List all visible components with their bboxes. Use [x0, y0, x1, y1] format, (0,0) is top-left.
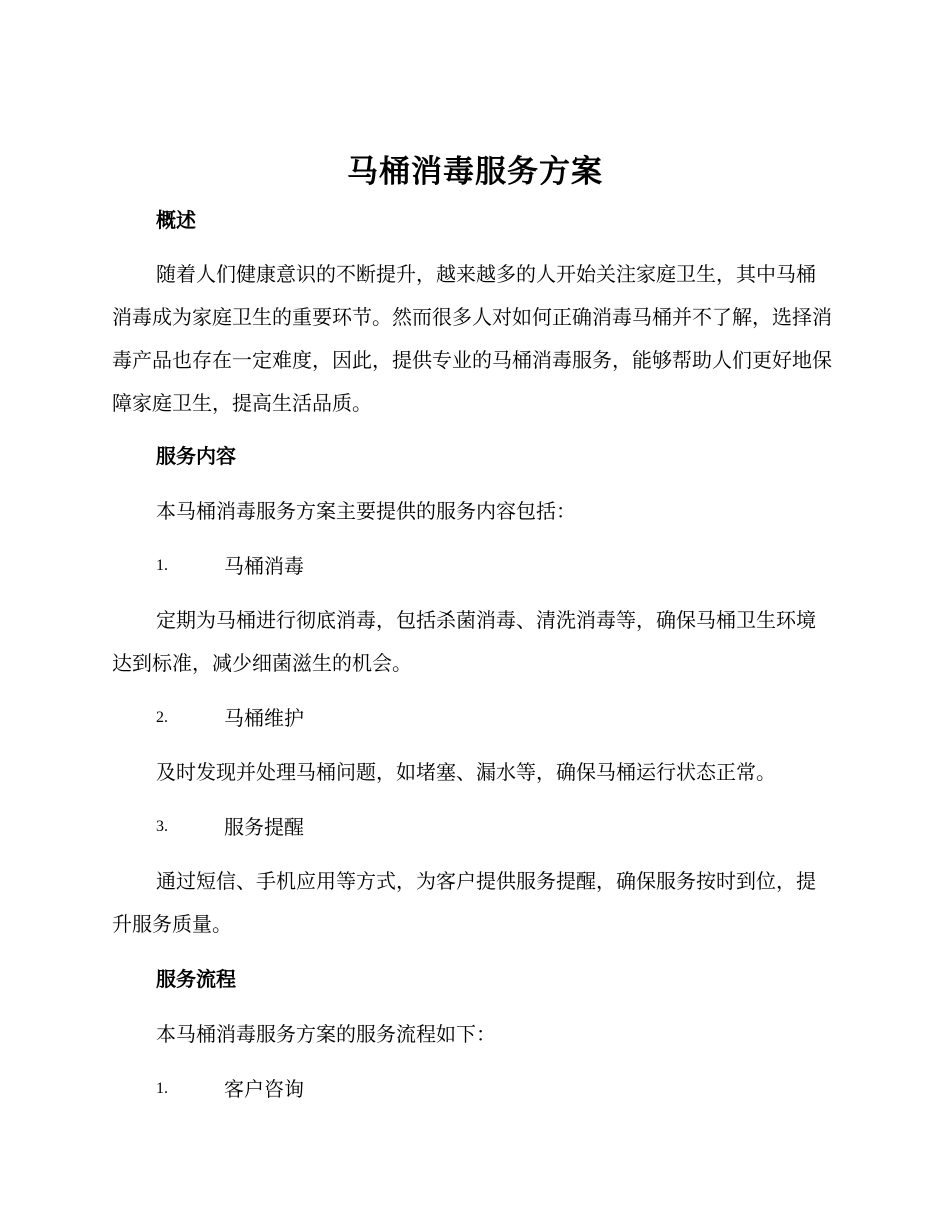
item-description-toilet-maintenance: 及时发现并处理马桶问题，如堵塞、漏水等，确保马桶运行状态正常。 [156, 760, 776, 784]
section-heading-overview: 概述 [156, 208, 196, 232]
list-item-number: 2. [156, 709, 168, 726]
item-description-service-reminder: 通过短信、手机应用等方式，为客户提供服务提醒，确保服务按时到位，提升服务质量。 [112, 869, 816, 936]
list-item-label: 客户咨询 [224, 1077, 304, 1101]
list-item-number: 1. [156, 557, 168, 574]
item-description-toilet-disinfection: 定期为马桶进行彻底消毒，包括杀菌消毒、清洗消毒等，确保马桶卫生环境达到标准，减少细菌滋生的机会。 [112, 608, 816, 675]
service-content-intro: 本马桶消毒服务方案主要提供的服务内容包括： [156, 499, 576, 523]
service-process-intro: 本马桶消毒服务方案的服务流程如下： [156, 1022, 496, 1046]
list-item-label: 服务提醒 [224, 815, 304, 839]
list-item-number: 1. [156, 1080, 168, 1097]
list-item-label: 马桶消毒 [224, 554, 304, 578]
section-heading-service-process: 服务流程 [156, 967, 236, 991]
document-title: 马桶消毒服务方案 [347, 154, 603, 190]
list-item-number: 3. [156, 818, 168, 835]
section-heading-service-content: 服务内容 [156, 444, 236, 468]
list-item-label: 马桶维护 [224, 706, 304, 730]
overview-paragraph: 随着人们健康意识的不断提升，越来越多的人开始关注家庭卫生，其中马桶消毒成为家庭卫生的重要环节。然而很多人对如何正确消毒马桶并不了解，选择消毒产品也存在一定难度，因此，提供专业的马桶消毒服务，能够帮助人们更好地保障家庭卫生，提高生活品质。 [112, 262, 832, 415]
